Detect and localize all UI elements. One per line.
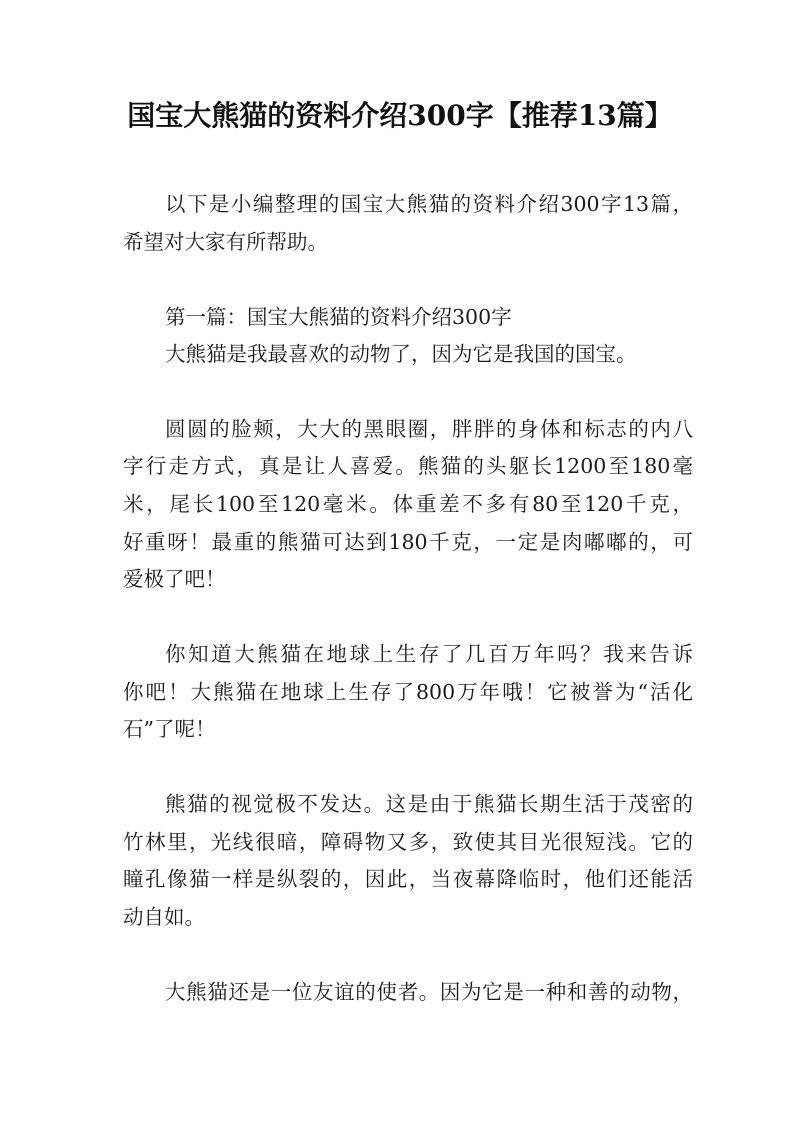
paragraph-2-line-2: 字行走方式，真是让人喜爱。熊猫的头躯长1200至180毫 (123, 454, 693, 478)
paragraph-5-line-1: 大熊猫还是一位友谊的使者。因为它是一种和善的动物， (165, 980, 693, 1004)
paragraph-2-line-5: 爱极了吧！ (123, 567, 226, 591)
intro-line-1: 以下是小编整理的国宝大熊猫的资料介绍300字13篇， (165, 192, 693, 216)
intro-line-2: 希望对大家有所帮助。 (123, 230, 328, 254)
paragraph-1: 大熊猫是我最喜欢的动物了，因为它是我国的国宝。 (165, 342, 637, 366)
paragraph-2-line-3: 米，尾长100至120毫米。体重差不多有80至120千克， (123, 492, 693, 516)
section-heading: 第一篇：国宝大熊猫的资料介绍300字 (165, 305, 512, 329)
paragraph-3-line-1: 你知道大熊猫在地球上生存了几百万年吗？我来告诉 (165, 642, 693, 666)
document-title: 国宝大熊猫的资料介绍300字【推荐13篇】 (127, 99, 673, 132)
paragraph-4-line-4: 动自如。 (123, 905, 205, 929)
paragraph-4-line-3: 瞳孔像猫一样是纵裂的，因此，当夜幕降临时，他们还能活 (123, 867, 693, 891)
paragraph-2-line-4: 好重呀！最重的熊猫可达到180千克，一定是肉嘟嘟的，可 (123, 530, 693, 554)
paragraph-2-line-1: 圆圆的脸颊，大大的黑眼圈，胖胖的身体和标志的内八 (165, 417, 693, 441)
paragraph-3-line-2: 你吧！大熊猫在地球上生存了800万年哦！它被誉为“活化 (123, 680, 693, 704)
paragraph-4-line-2: 竹林里，光线很暗，障碍物又多，致使其目光很短浅。它的 (123, 830, 693, 854)
paragraph-4-line-1: 熊猫的视觉极不发达。这是由于熊猫长期生活于茂密的 (165, 792, 693, 816)
paragraph-3-line-3: 石”了呢！ (123, 717, 216, 741)
